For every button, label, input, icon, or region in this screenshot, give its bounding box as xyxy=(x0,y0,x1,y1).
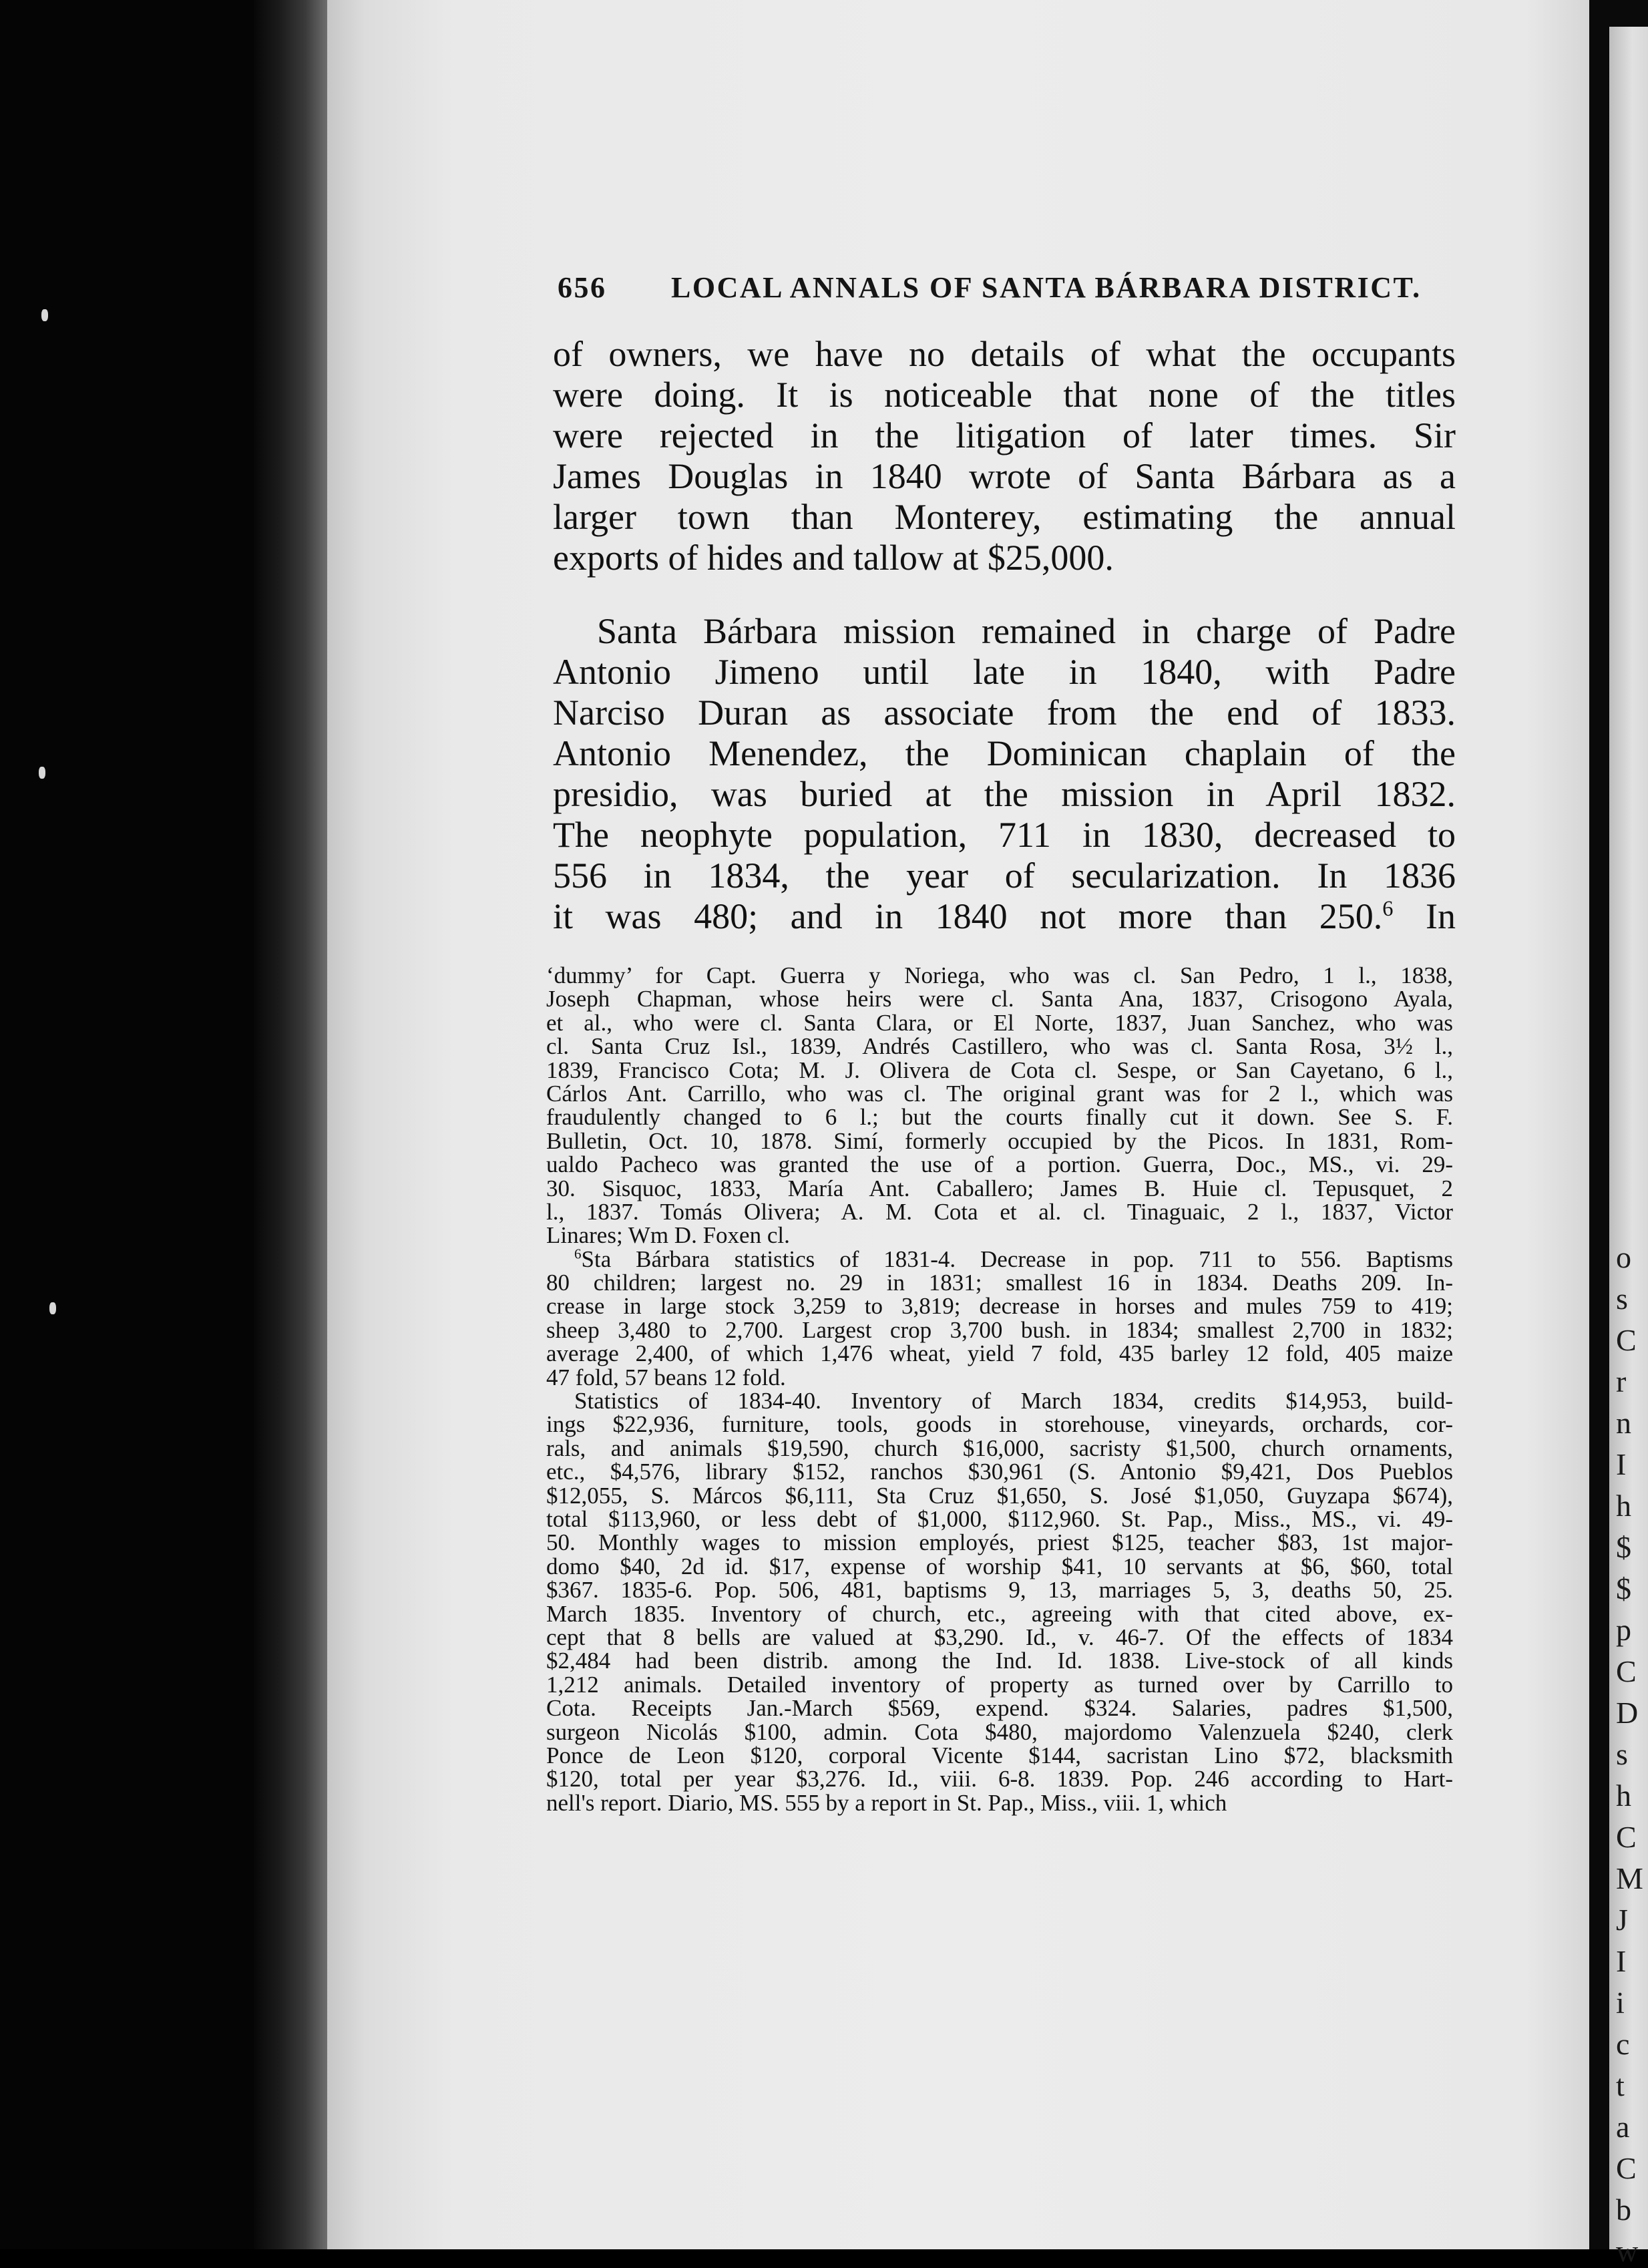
adjacent-page-fragment: h xyxy=(1616,1778,1631,1813)
text-line: were rejected in the litigation of later times. Sir xyxy=(553,415,1456,455)
text-segment: it was 480; and in 1840 not more than 250. xyxy=(553,896,1383,936)
footnote-line: 1,212 animals. Detailed inventory of property as turned over by Carrillo to xyxy=(546,1671,1453,1698)
adjacent-page-fragment: $ xyxy=(1616,1530,1631,1564)
scan-left-background xyxy=(0,0,254,2249)
footnote-marker: 6 xyxy=(574,1246,582,1262)
footnote-line: total $113,960, or less debt of $1,000, $112,960. St. Pap., Miss., MS., vi. 49- xyxy=(546,1505,1453,1532)
footnote-line: Bulletin, Oct. 10, 1878. Simí, formerly occupied by the Picos. In 1831, Rom- xyxy=(546,1127,1453,1154)
text-line: The neophyte population, 711 in 1830, decreased to xyxy=(553,815,1456,855)
footnote-line: 47 fold, 57 beans 12 fold. xyxy=(546,1364,786,1390)
adjacent-page-edge xyxy=(1609,27,1648,2268)
text-line: of owners, we have no details of what the occupants xyxy=(553,334,1456,374)
footnote-line: ‘dummy’ for Capt. Guerra y Noriega, who was cl. San Pedro, 1 l., 1838, xyxy=(546,962,1453,988)
running-title: LOCAL ANNALS OF SANTA BÁRBARA DISTRICT. xyxy=(671,271,1422,304)
text-line: James Douglas in 1840 wrote of Santa Bárbara as a xyxy=(553,456,1456,496)
footnote-line: ings $22,936, furniture, tools, goods in storehouse, vineyards, orchards, cor- xyxy=(546,1411,1453,1438)
footnote-line: $367. 1835-6. Pop. 506, 481, baptisms 9, 13, marriages 5, 3, deaths 50, 25. xyxy=(546,1577,1453,1603)
footnote-line: 30. Sisquoc, 1833, María Ant. Caballero; James B. Huie cl. Tepusquet, 2 xyxy=(546,1175,1453,1201)
footnote-line: surgeon Nicolás $100, admin. Cota $480, majordomo Valenzuela $240, clerk xyxy=(546,1718,1453,1745)
text-line: exports of hides and tallow at $25,000. xyxy=(553,538,1114,578)
scan-speck xyxy=(41,309,48,321)
text-line: Santa Bárbara mission remained in charge of Padre xyxy=(597,611,1456,651)
body-paragraph-2 xyxy=(553,611,1456,937)
footnote-line: ualdo Pacheco was granted the use of a portion. Guerra, Doc., MS., vi. 29- xyxy=(546,1151,1453,1178)
text-line: 556 in 1834, the year of secularization. In 1836 xyxy=(553,856,1456,896)
text-segment: Sta Bárbara statistics of 1831-4. Decrease in pop. 711 to 556. Baptisms xyxy=(581,1246,1453,1272)
body-paragraph-1 xyxy=(553,334,1456,578)
footnote-6-first-line xyxy=(546,1248,1453,1271)
footnotes xyxy=(546,964,1453,1815)
text-line: Antonio Jimeno until late in 1840, with Padre xyxy=(553,652,1456,692)
adjacent-page-fragment: M xyxy=(1616,1861,1643,1895)
footnote-line: Linares; Wm D. Foxen cl. xyxy=(546,1222,790,1249)
footnote-reference: 6 xyxy=(1382,897,1394,921)
adjacent-page-fragment: C xyxy=(1616,1323,1637,1357)
footnote-line: Ponce de Leon $120, corporal Vicente $144, sacristan Lino $72, blacksmith xyxy=(546,1742,1453,1768)
footnote-line: Cota. Receipts Jan.-March $569, expend. $324. Salaries, padres $1,500, xyxy=(546,1695,1453,1722)
footnote-line: Statistics of 1834-40. Inventory of March 1834, credits $14,953, build- xyxy=(574,1388,1453,1414)
text-line: presidio, was buried at the mission in April 1832. xyxy=(553,774,1456,814)
adjacent-page-fragment: r xyxy=(1616,1364,1627,1398)
text-segment: In xyxy=(1426,896,1456,936)
footnote-line: sheep 3,480 to 2,700. Largest crop 3,700 bush. in 1834; smallest 2,700 in 1832; xyxy=(546,1316,1453,1343)
adjacent-page-fragment: c xyxy=(1616,2027,1630,2061)
adjacent-page-fragment: I xyxy=(1616,1447,1627,1481)
page-number: 656 xyxy=(558,271,607,304)
text-line: were doing. It is noticeable that none of the titles xyxy=(553,375,1456,415)
scan-speck xyxy=(39,767,45,779)
text-line: Narciso Duran as associate from the end of 1833. xyxy=(553,693,1456,733)
footnote-line: March 1835. Inventory of church, etc., agreeing with that cited above, ex- xyxy=(546,1600,1453,1627)
running-header xyxy=(558,270,1422,311)
footnote-line: $120, total per year $3,276. Id., viii. 6-8. 1839. Pop. 246 according to Hart- xyxy=(546,1766,1453,1792)
adjacent-page-fragment: i xyxy=(1616,1986,1625,2020)
footnote-line: rals, and animals $19,590, church $16,000, sacristy $1,500, church ornaments, xyxy=(546,1435,1453,1461)
footnote-line: domo $40, 2d id. $17, expense of worship $41, 10 servants at $6, $60, total xyxy=(546,1553,1453,1579)
footnote-line: cl. Santa Cruz Isl., 1839, Andrés Castillero, who was cl. Santa Rosa, 3½ l., xyxy=(546,1033,1453,1060)
footnote-line: $2,484 had been distrib. among the Ind. Id. 1838. Live-stock of all kinds xyxy=(546,1648,1453,1674)
adjacent-page-fragment: C xyxy=(1616,2151,1637,2185)
footnote-line: Cárlos Ant. Carrillo, who was cl. The original grant was for 2 l., which was xyxy=(546,1080,1453,1107)
text-line-with-footnote-ref xyxy=(553,896,1456,937)
adjacent-page-fragment: t xyxy=(1616,2068,1625,2102)
book-gutter xyxy=(254,0,327,2249)
adjacent-page-fragment: C xyxy=(1616,1820,1637,1854)
adjacent-page-fragment: I xyxy=(1616,1944,1627,1978)
footnote-line: 80 children; largest no. 29 in 1831; smallest 16 in 1834. Deaths 209. In- xyxy=(546,1270,1453,1296)
text-line: larger town than Monterey, estimating the annual xyxy=(553,497,1456,537)
footnote-line: crease in large stock 3,259 to 3,819; decrease in horses and mules 759 to 419; xyxy=(546,1293,1453,1320)
adjacent-page-fragment: $ xyxy=(1616,1571,1631,1605)
footnote-line: cept that 8 bells are valued at $3,290. Id., v. 46-7. Of the effects of 1834 xyxy=(546,1624,1453,1650)
footnote-line: average 2,400, of which 1,476 wheat, yield 7 fold, 435 barley 12 fold, 405 maize xyxy=(546,1340,1453,1367)
adjacent-page-fragment: w xyxy=(1616,2234,1639,2268)
adjacent-page-fragment: D xyxy=(1616,1696,1639,1730)
footnote-line: fraudulently changed to 6 l.; but the courts finally cut it down. See S. F. xyxy=(546,1104,1453,1131)
adjacent-page-fragment: a xyxy=(1616,2110,1630,2144)
adjacent-page-fragment: s xyxy=(1616,1737,1628,1771)
adjacent-page-fragment: o xyxy=(1616,1240,1631,1274)
adjacent-page-fragment: C xyxy=(1616,1654,1637,1688)
footnote-line: $12,055, S. Márcos $6,111, Sta Cruz $1,650, S. José $1,050, Guyzapa $674), xyxy=(546,1482,1453,1509)
adjacent-page-fragment: s xyxy=(1616,1282,1628,1316)
footnote-line: et al., who were cl. Santa Clara, or El Norte, 1837, Juan Sanchez, who was xyxy=(546,1009,1453,1036)
footnote-line: 50. Monthly wages to mission employés, priest $125, teacher $83, 1st major- xyxy=(546,1529,1453,1556)
adjacent-page-fragment: n xyxy=(1616,1406,1631,1440)
footnote-line: l., 1837. Tomás Olivera; A. M. Cota et al. cl. Tinaguaic, 2 l., 1837, Victor xyxy=(546,1198,1453,1225)
footnote-line: nell's report. Diario, MS. 555 by a report in St. Pap., Miss., viii. 1, which xyxy=(546,1789,1227,1816)
adjacent-page-fragment: J xyxy=(1616,1903,1628,1937)
footnote-line: etc., $4,576, library $152, ranchos $30,961 (S. Antonio $9,421, Dos Pueblos xyxy=(546,1459,1453,1485)
scan-speck xyxy=(49,1302,56,1314)
adjacent-page-fragment: h xyxy=(1616,1489,1631,1523)
footnote-line: 1839, Francisco Cota; M. J. Olivera de Cota cl. Sespe, or San Cayetano, 6 l., xyxy=(546,1057,1453,1083)
text-line: Antonio Menendez, the Dominican chaplain of the xyxy=(553,733,1456,773)
adjacent-page-fragment: b xyxy=(1616,2193,1631,2227)
adjacent-page-fragment: p xyxy=(1616,1613,1631,1647)
footnote-line: Joseph Chapman, whose heirs were cl. Santa Ana, 1837, Crisogono Ayala, xyxy=(546,986,1453,1012)
